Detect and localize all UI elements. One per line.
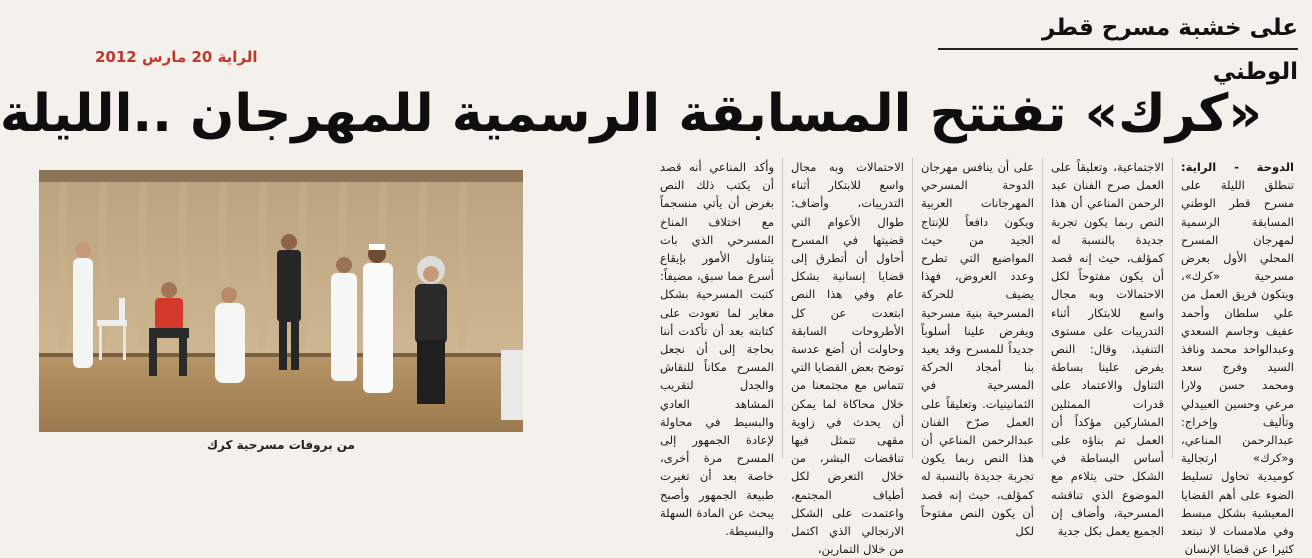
rehearsal-photo — [39, 170, 523, 432]
article-column-5 — [652, 158, 782, 539]
article-column-2 — [1042, 158, 1172, 539]
column-text: على أن ينافس مهرجان الدوحة المسرحي المهرجانات العربية ويكون دافعاً للإنتاج الجيد من حيث المواضيع التي تطرح وعدد العروض، فهذا يضيف للحركة المسرحية بنية مسرحية ويفرض علينا أسلوباً جديداً للمسرح وقد يعيد بنا أمجاد الحركة المسرحية في الثمانينيات. وتعليقاً على العمل صرّح الفنان عبدالرحمن المناعي أن هذا النص ربما يكون تجربة جديدة بالنسبة له كمؤلف، حيث إنه قصد أن يكون النص مفتوحاً لكل — [921, 160, 1034, 539]
rehearsal-photo-illustration — [39, 170, 523, 432]
source-date: الراية 20 مارس 2012 — [95, 48, 258, 66]
photo-caption: من بروفات مسرحية كرك — [207, 438, 355, 452]
column-text: الاجتماعية، وتعليقاً على العمل صرح الفنان عبد الرحمن المناعي أن هذا النص ربما يكون تجربة جديدة بالنسبة له كمؤلف، حيث إنه قصد أن يكون مفتوحاً لكل الاحتمالات وبه مجال واسع للابتكار أثناء التدريبات على مستوى التنفيذ، وقال: النص يفرض علينا بساطة التناول والاعتماد على قدرات الممثلين المشاركين مؤكداً أن العمل تم بناؤه على أساس البساطة في الشكل حتى يتلاءم مع الموضوع الذي تناقشه المسرحية، وأضاف إن الجميع يعمل بكل جدية — [1051, 160, 1164, 539]
column-text: تنطلق الليلة على مسرح قطر الوطني المسابقة الرسمية لمهرجان المسرح المحلي الأول بعرض مسرحية «كرك»، ويتكون فريق العمل من علي سلطان وأحمد عفيف وجاسم السعدي وعبدالواحد محمد ونافذ السيد وفرج سعد ومحمد حسن ولارا مرعي وحسين العبيدلي وتأليف وإخراج: عبدالرحمن المناعي، و«كرك» ارتجالية كوميدية تحاول تسليط الضوء على أهم القضايا المعيشية بشكل مبسط وفي ملامسات لا تبتعد كثيرا عن قضايا الإنسان — [1181, 178, 1294, 557]
article-column-1 — [1172, 158, 1302, 557]
column-text: وأكد المناعي أنه قصد أن يكتب ذلك النص بغرض أن يأتي منسجماً مع اختلاف المناخ المسرحي الذي بات يتناول الأمور بإيقاع أسرع مما سبق، مضيفاً: كتبت المسرحية بشكل مغاير لما تعودت على كتابته بعد أن تأكدت أننا بحاجة إلى أن نجعل المسرح مكاناً للنقاش والجدل لتقريب المشاهد العادي والبسيط في محاولة لإعادة الجمهور إلى المسرح مرة أخرى، خاصة بعد أن تغيرت طبيعة الجمهور وأصبح يبحث عن المادة السهلة والبسيطة. — [660, 160, 774, 539]
article-column-3 — [912, 158, 1042, 539]
column-text: الاحتمالات وبه مجال واسع للابتكار أثناء التدريبات، وأضاف: طوال الأعوام التي قضيتها في المسرح أحاول أن أتطرق إلى قضايا إنسانية بشكل عام وفي هذا النص ابتعدت عن كل الأطروحات السابقة وحاولت أن أضع عدسة توضح بعض القضايا التي تتماس مع مجتمعنا من خلال محاكاة لما يمكن أن يحدث في زاوية مقهى تتمثل فيها تناقضات البشر، من خلال التعرض لكل أطياف المجتمع، واعتمدت على الشكل الارتجالي الذي اكتمل من خلال التمارين، — [791, 160, 904, 557]
kicker-underline — [938, 48, 1298, 50]
section-kicker: على خشبة مسرح قطر الوطني — [1041, 15, 1298, 85]
dateline: الدوحة - الراية: — [1181, 160, 1294, 174]
headline: «كرك» تفتتح المسابقة الرسمية للمهرجان ..الليلة — [0, 84, 1262, 144]
article-column-4 — [782, 158, 912, 557]
article-body — [522, 158, 1302, 557]
